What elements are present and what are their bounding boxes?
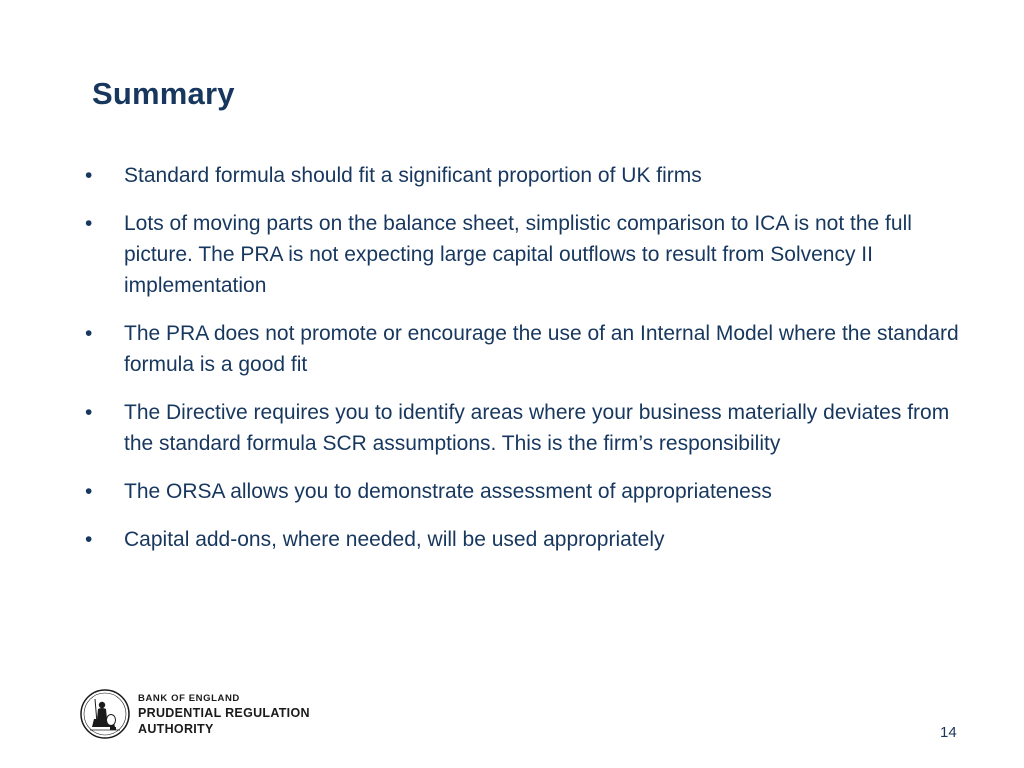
org-name (138, 692, 310, 737)
bullet-text: Lots of moving parts on the balance sheet, simplistic comparison to ICA is not the full picture. The PRA is not expecting large capital outflows to result from Solvency II implementation (124, 212, 912, 297)
bullet-text: Standard formula should fit a significant proportion of UK firms (124, 164, 702, 187)
bullet-item (85, 318, 965, 380)
bullet-item (85, 208, 965, 301)
page-number: 14 (940, 724, 957, 741)
bullet-marker: • (85, 480, 93, 503)
bullet-marker: • (85, 212, 93, 235)
org-line-pru: PRUDENTIAL REGULATION (138, 705, 310, 720)
bullet-list (85, 160, 965, 572)
bullet-item (85, 160, 965, 191)
org-line-authority: AUTHORITY (138, 721, 214, 736)
bullet-item (85, 397, 965, 459)
bullet-text: The PRA does not promote or encourage the use of an Internal Model where the standard formula is a good fit (124, 322, 959, 376)
org-line-bank: BANK OF ENGLAND (138, 692, 240, 704)
bullet-marker: • (85, 164, 93, 187)
bullet-text: Capital add-ons, where needed, will be used appropriately (124, 528, 665, 551)
bullet-marker: • (85, 322, 93, 345)
bullet-marker: • (85, 401, 93, 424)
bullet-marker: • (85, 528, 93, 551)
bullet-item (85, 476, 965, 507)
pra-logo (80, 689, 310, 739)
bullet-item (85, 524, 965, 555)
slide-title: Summary (92, 76, 235, 111)
britannia-seal-icon (80, 689, 130, 739)
bullet-text: The ORSA allows you to demonstrate assessment of appropriateness (124, 480, 772, 503)
bullet-text: The Directive requires you to identify areas where your business materially deviates from the standard formula SCR assumptions. This is the firm’s responsibility (124, 401, 950, 455)
